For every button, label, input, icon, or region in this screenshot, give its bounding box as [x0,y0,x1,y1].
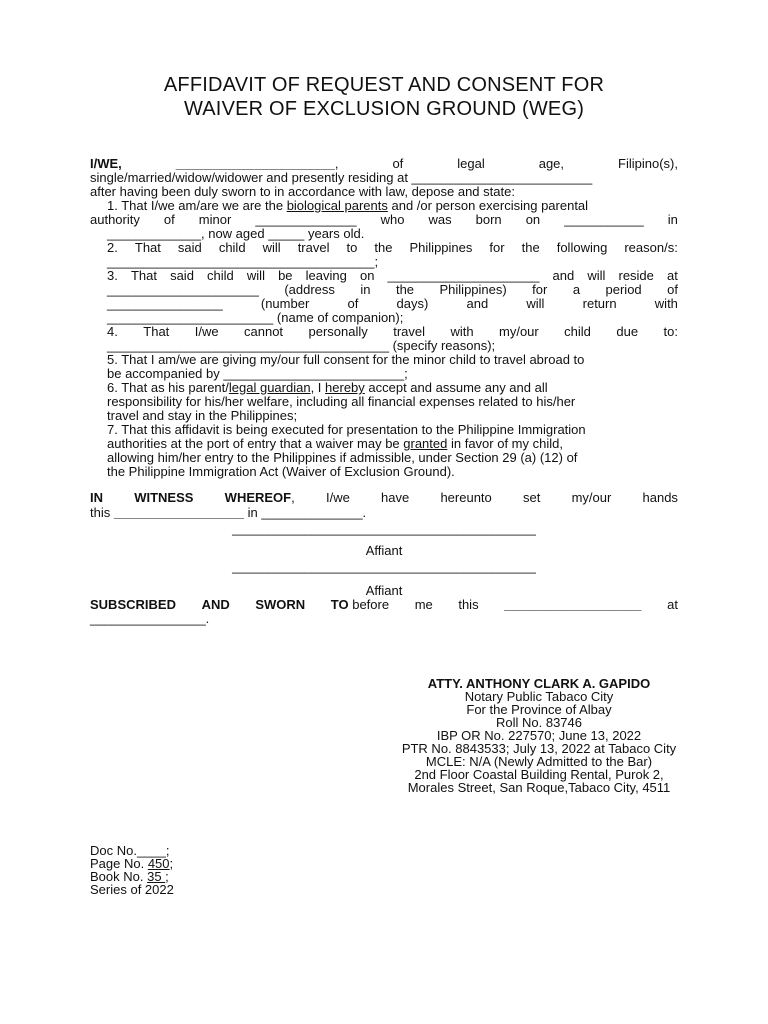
iwe-label: I/WE, [90,156,122,171]
item-4-line-2: _______________________________________ (specify reasons); [107,338,496,353]
item-7-line-4: the Philippine Immigration Act (Waiver of Exclusion Ground). [107,464,455,479]
document-title [0,73,768,121]
notary-line: Morales Street, San Roque,Tabaco City, 4511 [407,780,671,795]
intro-line-3: after having been duly sworn to in accordance with law, depose and state: [90,184,515,199]
signature-line-1: __________________________________________ [232,521,536,536]
name-blank: ______________________ [175,156,335,171]
witness-line-1: IN WITNESS WHEREOF, I/we have hereunto set my/our hands [90,490,678,505]
item-6-line-3: travel and stay in the Philippines; [107,408,298,423]
item-2-line-1: 2. That said child will travel to the Philippines for the following reason/s: [107,240,678,255]
affiant-label-2: Affiant [365,583,403,598]
title-line-1: AFFIDAVIT OF REQUEST AND CONSENT FOR [163,74,605,96]
title-line-2: WAIVER OF EXCLUSION GROUND (WEG) [183,98,585,120]
item-5-line-2: be accompanied by _________________________; [107,366,408,381]
witness-line-2: this __________________ in ______________. [90,505,367,520]
item-3-line-1: 3. That said child will be leaving on _____________________ and will reside at [107,268,678,283]
item-3-line-4: _______________________ (name of companion); [107,310,404,325]
subscribed-line-2: ________________. [90,611,210,626]
doc-number: Doc No.____; [90,843,170,858]
item-7-line-3: allowing him/her entry to the Philippines if admissible, under Section 29 (a) (12) of [107,450,578,465]
item-6-line-1: 6. That as his parent/legal guardian, I hereby accept and assume any and all [107,380,548,395]
item-1-line-3: _____________, now aged _____ years old. [107,226,365,241]
subscribed-line-1: SUBSCRIBED AND SWORN TO before me this ___________________ at [90,597,678,612]
notary-line: MCLE: N/A (Newly Admitted to the Bar) [425,754,653,769]
item-3-line-2: _____________________ (address in the Philippines) for a period of [107,282,678,297]
item-1-line-2: authority of minor ______________ who was born on ___________ in [90,212,678,227]
page-number: Page No. 450; [90,856,174,871]
item-6-line-2: responsibility for his/her welfare, including all financial expenses related to his/her [107,394,576,409]
intro-line-1: I/WE, ______________________, of legal age, Filipino(s), [90,156,678,171]
affiant-label-1: Affiant [365,543,403,558]
notary-line: For the Province of Albay [466,702,612,717]
book-number: Book No. 35 ; [90,869,169,884]
notary-line: 2nd Floor Coastal Building Rental, Purok 2, [414,767,664,782]
intro-line-2: single/married/widow/widower and presently residing at _________________________ [90,170,593,185]
item-2-line-2: _____________________________________; [107,254,379,269]
item-5-line-1: 5. That I am/we are giving my/our full consent for the minor child to travel abroad to [107,352,585,367]
item-4-line-1: 4. That I/we cannot personally travel with my/our child due to: [107,324,678,339]
notary-line: Notary Public Tabaco City [464,689,614,704]
notary-line: IBP OR No. 227570; June 13, 2022 [436,728,642,743]
item-3-line-3: ________________ (number of days) and will return with [107,296,678,311]
signature-line-2: __________________________________________ [232,559,536,574]
item-1-line-1: 1. That I/we am/are we are the biological parents and /or person exercising parental [107,198,589,213]
item-7-line-1: 7. That this affidavit is being executed for presentation to the Philippine Immigration [107,422,586,437]
series-year: Series of 2022 [90,882,174,897]
notary-line: PTR No. 8843533; July 13, 2022 at Tabaco City [401,741,677,756]
notary-name: ATTY. ANTHONY CLARK A. GAPIDO [427,676,651,691]
item-7-line-2: authorities at the port of entry that a waiver may be granted in favor of my child, [107,436,563,451]
notary-line: Roll No. 83746 [496,715,582,730]
